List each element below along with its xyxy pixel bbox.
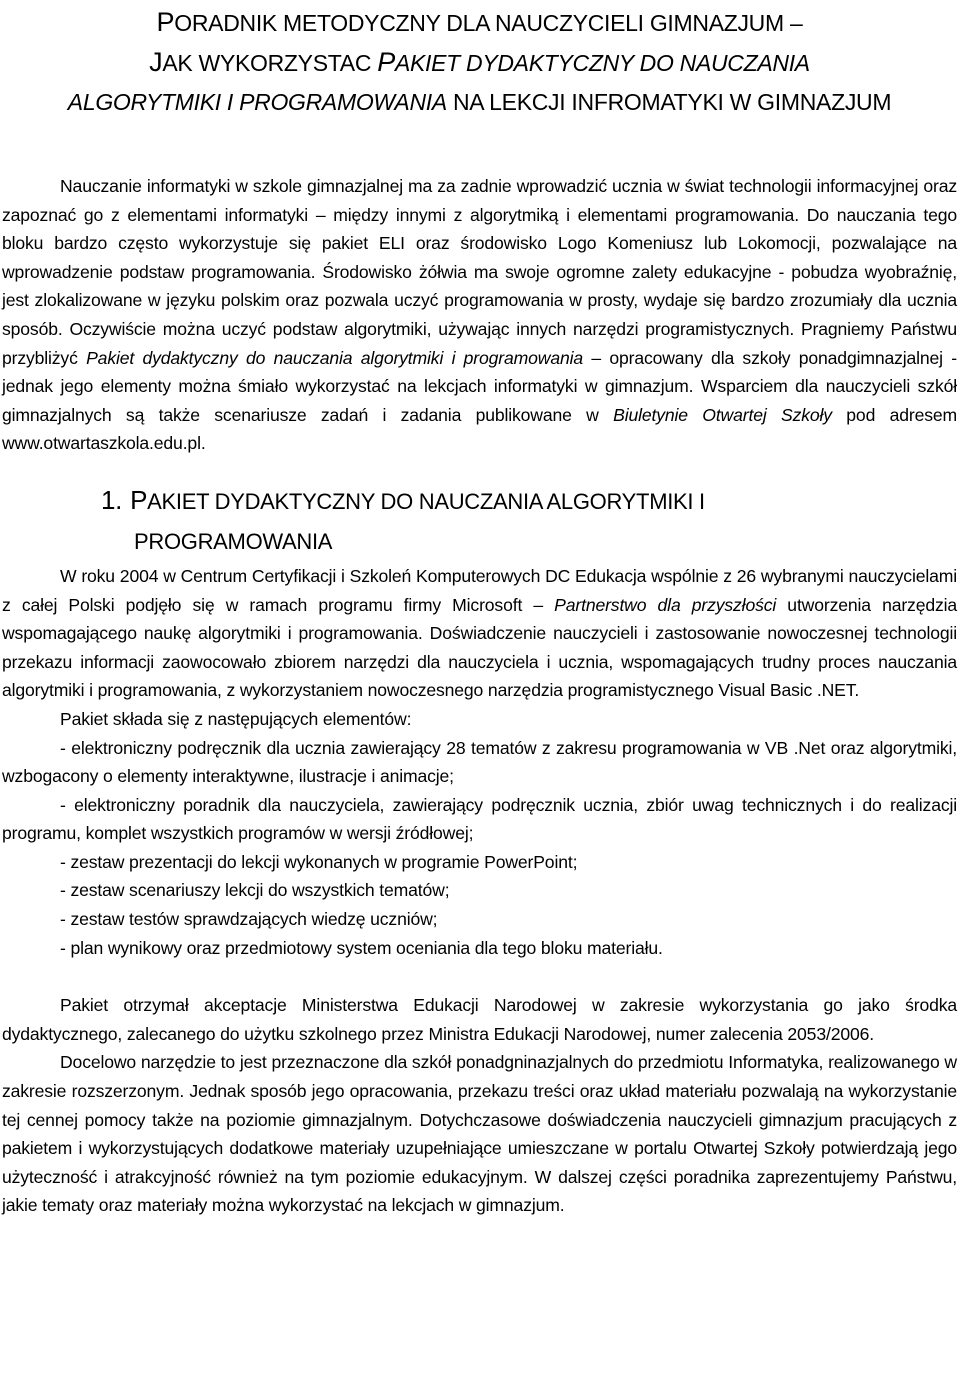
list-item: - elektroniczny podręcznik dla ucznia zawierający 28 tematów z zakresu programowania w VB .Net oraz algorytmiki, wzbogacony o elementy interaktywne, ilustracje i animacje; (2, 737, 957, 787)
section-1-paragraph-2: Pakiet otrzymał akceptacje Ministerstwa Edukacji Narodowej w zakresie wykorzystania go jako środka dydaktycznego, zalecanego do użytku szkolnego przez Ministra Edukacji Narodowej, numer zalecenia 2053/2006. (2, 995, 957, 1044)
title-line-2-text: AK WYKORZYSTAC (162, 50, 378, 76)
intro-text: Nauczanie informatyki w szkole gimnazjalnej ma za zadnie wprowadzić ucznia w świat technologii informacyjnej oraz zapoznać go z elementami informatyki – między innymi z algorytmiką i elementami programowania. Do nauczania tego bloku bardzo często wykorzystuje się pakiet ELI oraz środowisko Logo Komeniusz lub Lokomocji, pozwalające na wprowadzenie podstaw programowania. Środowisko żółwia ma swoje ogromne zalety edukacyjne - pobudza wyobraźnię, jest zlokalizowane w języku polskim oraz pozwala uczyć programowania w prosty, wydaje się bardzo zrozumiały dla ucznia sposób. Oczywiście można uczyć podstaw algorytmiki, używając innych narzędzi programistycznych. Pragniemy Państwu przybliżyć (2, 176, 957, 368)
intro-italic-package-name: Pakiet dydaktyczny do nauczania algorytmiki i programowania (86, 347, 583, 368)
title-line-3 (2, 83, 957, 122)
paragraph-gap (2, 962, 957, 991)
title-line-2-initial-2: P (377, 47, 395, 77)
title-line-1-text: ORADNIK METODYCZNY DLA NAUCZYCIELI GIMNAZJUM – (174, 10, 803, 36)
title-line-3-text: NA LEKCJI INFROMATYKI W GIMNAZJUM (446, 89, 892, 115)
intro-italic-bulletin: Biuletynie Otwartej Szkoły (613, 404, 832, 425)
section-1-p1-italic: Partnerstwo dla przyszłości (554, 594, 777, 615)
title-line-1-initial: P (156, 7, 175, 37)
section-1-heading (2, 480, 957, 562)
section-1-initial: P (130, 484, 148, 515)
intro-paragraph (2, 172, 957, 458)
section-1-p1-text: W roku 2004 w Centrum Certyfikacji i Szkoleń Komputerowych DC Edukacja wspólnie z 26 wybranymi nauczycielami z całej Polski podjęło się w ramach programu firmy Microsoft – (2, 565, 957, 615)
title-line-2-italic: AKIET DYDAKTYCZNY DO NAUCZANIA (394, 50, 810, 76)
intro-text-cont: – opracowany dla szkoły ponadgimnazjalnej - jednak jego elementy można śmiało wykorzystać na lekcjach informatyki w gimnazjum. Wsparciem dla nauczycieli szkół gimnazjalnych są także scenariusze zadań i zadania publikowane w (2, 347, 957, 425)
list-item: - zestaw prezentacji do lekcji wykonanych w programie PowerPoint; (60, 851, 578, 872)
section-1-title: AKIET DYDAKTYCZNY DO NAUCZANIA ALGORYTMIKI I (147, 488, 705, 514)
title-line-2-initial: J (149, 47, 163, 77)
list-item: - plan wynikowy oraz przedmiotowy system oceniania dla tego bloku materiału. (60, 937, 663, 958)
section-1-paragraph-1 (2, 562, 957, 705)
section-1-p1-text-cont: utworzenia narzędzia wspomagającego naukę algorytmiki i programowania. Doświadczenie nauczycieli i zastosowanie nowoczesnej technologii przekazu informacji zaowocowało zbiorem narzędzi dla nauczyciela i ucznia, wspomagających trudny proces nauczania algorytmiki i programowania, z wykorzystaniem nowoczesnego narzędzia programistycznego Visual Basic .NET. (2, 594, 958, 701)
list-item: - elektroniczny poradnik dla nauczyciela, zawierający podręcznik ucznia, zbiór uwag technicznych i do realizacji programu, komplet wszystkich programów w wersji źródłowej; (2, 794, 957, 844)
title-line-3-italic: ALGORYTMIKI I PROGRAMOWANIA (67, 89, 447, 115)
title-line-2 (2, 43, 957, 83)
section-1-title-line-2: PROGRAMOWANIA (134, 528, 333, 554)
intro-text-end: pod adresem www.otwartaszkola.edu.pl. (2, 404, 957, 454)
list-item: - zestaw testów sprawdzających wiedzę uczniów; (60, 909, 438, 930)
title-line-1 (2, 3, 957, 43)
component-list-intro: Pakiet składa się z następujących elementów: (60, 708, 412, 729)
section-1-paragraph-3: Docelowo narzędzie to jest przeznaczone dla szkół ponadgninazjalnych do przedmiotu Informatyka, realizowanego w zakresie rozszerzonym. Jednak sposób jego opracowania, przekazu treści oraz układ materiału pozwalają na wykorzystanie tej cennej pomocy także na poziomie gimnazjalnym. Dotychczasowe doświadczenia nauczycieli gimnazjum pracujących z pakietem i wykorzystujących dodatkowe materiały uzupełniające umieszczane w portalu Otwartej Szkoły potwierdzają jego użyteczność i atrakcyjność również na tym poziomie edukacyjnym. W dalszej części poradnika zaprezentujemy Państwu, jakie tematy oraz materiały można wykorzystać na lekcjach w gimnazjum. (2, 1052, 957, 1216)
section-1-number: 1. (101, 484, 123, 515)
list-item: - zestaw scenariuszy lekcji do wszystkich tematów; (60, 880, 450, 901)
document-title (2, 3, 957, 122)
